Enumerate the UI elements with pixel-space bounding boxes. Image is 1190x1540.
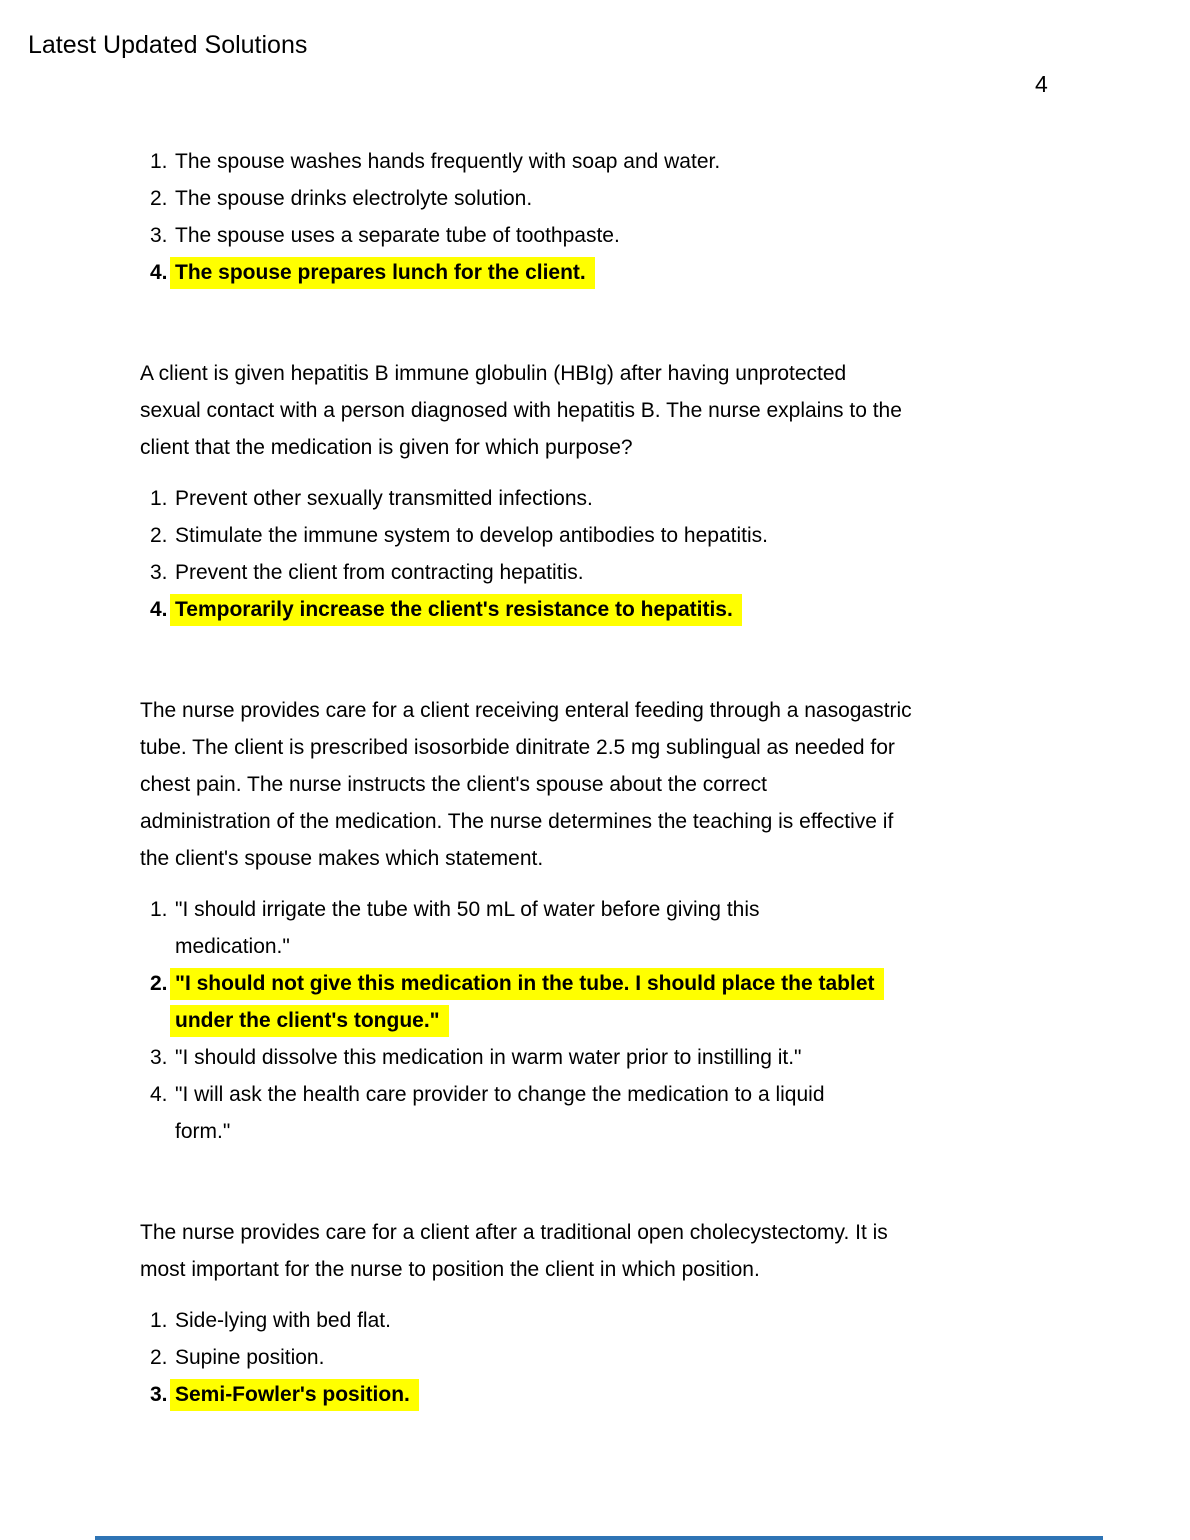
option-item bbox=[150, 517, 1120, 554]
option-line: Supine position. bbox=[175, 1346, 325, 1369]
option-number: 3. bbox=[150, 1383, 168, 1406]
options-list bbox=[150, 891, 1120, 1150]
option-text bbox=[175, 1039, 802, 1076]
option-number: 4. bbox=[150, 1083, 168, 1106]
option-text bbox=[175, 1076, 825, 1150]
question-line: the client's spouse makes which statement. bbox=[140, 847, 544, 870]
option-item bbox=[150, 1076, 1120, 1150]
option-number: 2. bbox=[150, 187, 168, 210]
option-item bbox=[150, 1376, 1120, 1413]
option-item bbox=[150, 554, 1120, 591]
option-line: The spouse drinks electrolyte solution. bbox=[175, 187, 533, 210]
answer-highlight: The spouse prepares lunch for the client. bbox=[170, 257, 595, 289]
option-item bbox=[150, 480, 1120, 517]
option-line: The spouse washes hands frequently with soap and water. bbox=[175, 150, 721, 173]
option-text bbox=[175, 554, 584, 591]
options-list bbox=[150, 143, 1120, 291]
option-item bbox=[150, 254, 1120, 291]
question-line: chest pain. The nurse instructs the client's spouse about the correct bbox=[140, 773, 767, 796]
option-item bbox=[150, 217, 1120, 254]
option-item bbox=[150, 143, 1120, 180]
question-line: A client is given hepatitis B immune globulin (HBIg) after having unprotected bbox=[140, 362, 847, 385]
option-number: 3. bbox=[150, 561, 168, 584]
question-line: The nurse provides care for a client receiving enteral feeding through a nasogastric bbox=[140, 699, 912, 722]
question-text bbox=[140, 692, 1120, 877]
option-text bbox=[175, 965, 884, 1039]
footer-divider-line bbox=[95, 1536, 1103, 1540]
question-line: sexual contact with a person diagnosed with hepatitis B. The nurse explains to the bbox=[140, 399, 902, 422]
option-number: 4. bbox=[150, 261, 168, 284]
answer-highlight: Semi-Fowler's position. bbox=[170, 1379, 419, 1411]
options-list bbox=[150, 480, 1120, 628]
option-line: "I should irrigate the tube with 50 mL of water before giving this bbox=[175, 898, 760, 921]
option-number: 2. bbox=[150, 1346, 168, 1369]
answer-highlight: Temporarily increase the client's resistance to hepatitis. bbox=[170, 594, 742, 626]
question-text bbox=[140, 355, 1120, 466]
question-line: tube. The client is prescribed isosorbide dinitrate 2.5 mg sublingual as needed for bbox=[140, 736, 895, 759]
option-number: 1. bbox=[150, 150, 168, 173]
question-line: The nurse provides care for a client after a traditional open cholecystectomy. It is bbox=[140, 1221, 888, 1244]
answer-highlight: "I should not give this medication in the tube. I should place the tablet bbox=[170, 968, 884, 1000]
options-list bbox=[150, 1302, 1120, 1413]
question-block bbox=[140, 355, 1120, 628]
option-item bbox=[150, 180, 1120, 217]
option-number: 1. bbox=[150, 1309, 168, 1332]
option-item bbox=[150, 1302, 1120, 1339]
option-text bbox=[175, 1376, 419, 1413]
option-line bbox=[175, 1376, 419, 1413]
page-title: Latest Updated Solutions bbox=[28, 31, 308, 59]
question-block bbox=[140, 1214, 1120, 1413]
option-line: Prevent other sexually transmitted infections. bbox=[175, 487, 593, 510]
option-number: 1. bbox=[150, 898, 168, 921]
option-text bbox=[175, 1302, 391, 1339]
question-block bbox=[140, 692, 1120, 1150]
option-text bbox=[175, 143, 720, 180]
option-number: 1. bbox=[150, 487, 168, 510]
option-text bbox=[175, 254, 595, 291]
option-line: medication." bbox=[175, 935, 290, 958]
option-line: "I will ask the health care provider to change the medication to a liquid bbox=[175, 1083, 825, 1106]
option-item bbox=[150, 1339, 1120, 1376]
option-text bbox=[175, 180, 532, 217]
option-line bbox=[175, 965, 884, 1002]
option-line: Side-lying with bed flat. bbox=[175, 1309, 391, 1332]
option-text bbox=[175, 591, 742, 628]
option-text bbox=[175, 1339, 324, 1376]
page-number: 4 bbox=[1035, 71, 1048, 97]
option-item bbox=[150, 591, 1120, 628]
option-text bbox=[175, 891, 760, 965]
option-line bbox=[175, 591, 742, 628]
question-line: administration of the medication. The nurse determines the teaching is effective if bbox=[140, 810, 894, 833]
answer-highlight: under the client's tongue." bbox=[170, 1005, 449, 1037]
option-item bbox=[150, 1039, 1120, 1076]
option-text bbox=[175, 217, 620, 254]
option-line bbox=[175, 1002, 884, 1039]
question-text bbox=[140, 1214, 1120, 1288]
option-text bbox=[175, 517, 768, 554]
document-content bbox=[140, 143, 1120, 1477]
option-line: The spouse uses a separate tube of toothpaste. bbox=[175, 224, 620, 247]
question-line: client that the medication is given for which purpose? bbox=[140, 436, 633, 459]
option-item bbox=[150, 891, 1120, 965]
question-block bbox=[140, 143, 1120, 291]
question-line: most important for the nurse to position the client in which position. bbox=[140, 1258, 760, 1281]
option-number: 2. bbox=[150, 972, 168, 995]
option-number: 3. bbox=[150, 224, 168, 247]
option-line: "I should dissolve this medication in warm water prior to instilling it." bbox=[175, 1046, 802, 1069]
option-text bbox=[175, 480, 593, 517]
option-line: Prevent the client from contracting hepatitis. bbox=[175, 561, 584, 584]
option-number: 2. bbox=[150, 524, 168, 547]
option-line bbox=[175, 254, 595, 291]
option-number: 3. bbox=[150, 1046, 168, 1069]
option-line: Stimulate the immune system to develop antibodies to hepatitis. bbox=[175, 524, 768, 547]
option-line: form." bbox=[175, 1120, 231, 1143]
option-number: 4. bbox=[150, 598, 168, 621]
option-item bbox=[150, 965, 1120, 1039]
